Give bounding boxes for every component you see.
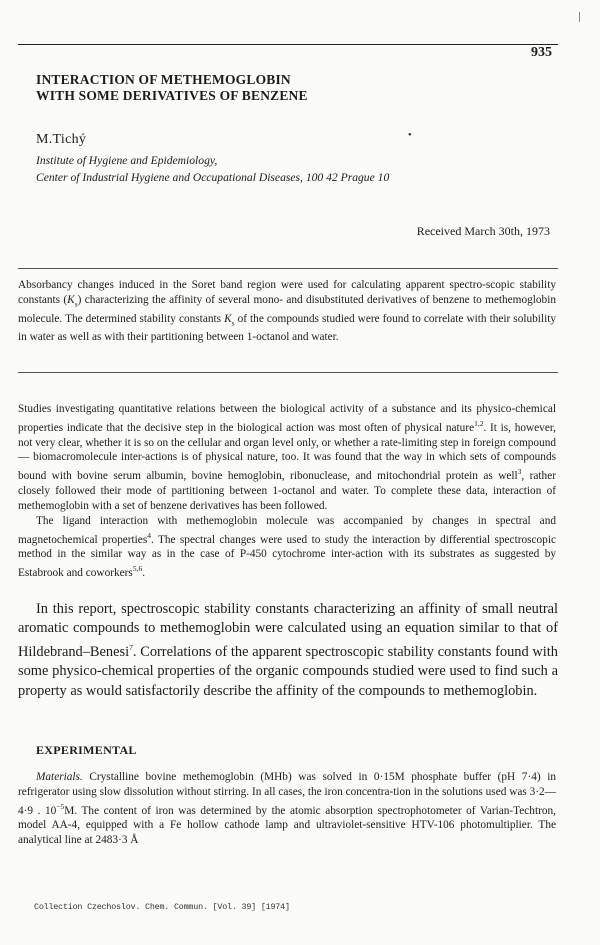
p1-text-a: Studies investigating quantitative relations between the biological activity of a substance and its physico-chemical properties indicate that the decisive step in the biological action was most often of physical nature [18,403,556,434]
title-line-1: INTERACTION OF METHEMOGLOBIN [36,72,291,87]
journal-footer: Collection Czechoslov. Chem. Commun. [Vol. 39] [1974] [34,902,290,912]
abstract-bottom-rule [18,372,558,373]
abstract-top-rule [18,268,558,269]
k-symbol: K [67,294,75,307]
abstract-text-3: of the compounds studied were found to correlate with their solubility in water as well as with their partitioning between 1-octanol and water. [18,312,556,344]
title-line-2: WITH SOME DERIVATIVES OF BENZENE [36,88,308,103]
citation: 7 [129,643,133,653]
intro-paragraph-3 [18,600,558,701]
affiliation-line-1: Institute of Hygiene and Epidemiology, [36,154,218,167]
abstract-text-1: Absorbancy changes induced in the Soret band region were used for calculating apparent spectro-scopic stability constants ( [18,279,556,307]
p3-text-b: . Correlations of the apparent spectroscopic stability constants found with some physico-chemical properties of the organic compounds studied were used to find such a property as would satisfactorily describe the affinity of the compounds to methemoglobin. [18,644,558,699]
article-title [36,72,308,104]
page-number: 935 [531,45,552,60]
header-rule [18,44,558,45]
abstract-text-2: ) characterizing the affinity of several mono- and disubstituted derivatives of benzene to methemoglobin molecule. The determined stability constants [18,294,556,325]
citation: 1,2 [474,418,484,428]
exponent: −5 [56,801,65,811]
intro-paragraph-2 [18,514,556,581]
print-speck: • [408,130,412,141]
k-symbol-2: K [224,312,232,325]
margin-mark [579,12,580,22]
intro-paragraph-1 [18,402,556,514]
citation: 5,6 [132,564,143,574]
p2-text-a: The ligand interaction with methemoglobin molecule was accompanied by changes in spectral and magnetochemical properties [18,514,556,546]
section-heading-experimental: EXPERIMENTAL [36,743,137,757]
p1-text-b: . It is, however, not very clear, whether it is so on the cellular and organ level only, or whether a rate-limiting step in foreign compound — biomacromolecule inter-actions is of physical nature, too. It was found that the way in which sets of compounds bound with bovine serum albumin, bovine hemoglobin, ribonuclease, and mitochondrial protein as well [18,421,556,483]
affiliation-line-2: Center of Industrial Hygiene and Occupational Diseases, 100 42 Prague 10 [36,171,390,184]
exp-text-1: Crystalline bovine methemoglobin (MHb) was solved in 0·15 [82,771,395,783]
k-subscript: s [74,299,78,309]
received-date: Received March 30th, 1973 [416,224,550,238]
citation: 4 [147,530,151,540]
author-name: M.Tichý [36,132,87,147]
molar-unit: M [64,804,75,817]
abstract [18,278,556,346]
p2-text-c: . [142,567,146,580]
molar-unit: M [394,771,405,783]
p3-text-a: In this report, spectroscopic stability constants characterizing an affinity of small neutral aromatic compounds to methemoglobin were calculated using an equation similar to that of Hildebrand–Benesi [18,601,558,661]
exp-text-3: . The content of iron was determined by the atomic absorption spectrophotometer of Varian-Techtron, model AA-4, equipped with a Fe hollow cathode lamp and ultraviolet-sensitive HTV-106 photomultiplier. The analytical line at 2483·3 Å [18,804,556,847]
p2-text-b: . The spectral changes were used to study the interaction by differential spectroscopic method in the similar way as in the case of P-450 cytochrome inter-action with its substrates as suggested by Estabrook and coworkers [18,533,556,580]
affiliation [36,152,389,186]
materials-label: Materials. [36,771,83,783]
exp-text-2: phosphate buffer (pH 7·4) in refrigerator using slow dissolution without stirring. In all cases, the iron concentra-tion in the solutions used was 3·2—4·9 . 10 [18,771,556,817]
intro-section [18,402,556,581]
citation: 3 [517,467,522,477]
p1-text-c: , rather closely followed their mode of partitioning between 1-octanol and water. To complete these data, interaction of methemoglobin with a set of benzene derivatives has been followed. [18,470,556,512]
k-subscript-2: s [231,318,235,328]
experimental-paragraph [18,770,556,848]
